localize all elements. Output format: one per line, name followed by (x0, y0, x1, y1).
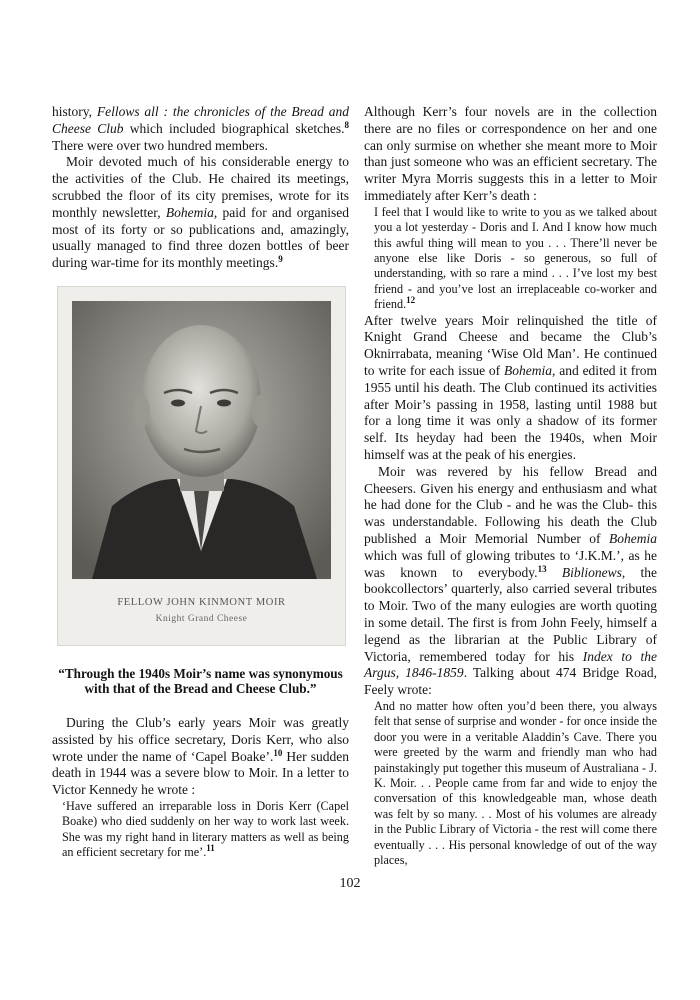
footnote-ref: 11 (206, 843, 215, 854)
paragraph: history, Fellows all : the chronicles of the Bread and Cheese Club which included biographical sketches.$^8$ There were over two hundred members. (52, 104, 349, 153)
publication-title: Biblionews (561, 564, 622, 580)
footnote-ref: 8 (344, 119, 349, 130)
paragraph: Moir was revered by his fellow Bread and Cheesers. Given his energy and enthusiasm and what he had done for the Club - and he was the Club- this was understandable. Following his death the Club published a Moir Memorial Number of Bohemia which was full of glowing tributes to ‘J.K.M.’, as he was known to everybody.$^{13}$ Biblionews, the bookcollectors’ quarterly, also carried several tributes to Moir. Two of the many eulogies are worth quoting in some detail. The first is from John Feely, himself a legend as the librarian at the Public Library of Victoria, remembered today for his Index to the Argus, 1846-1859. Talking about 474 Bridge Road, Feely wrote: (364, 463, 657, 698)
block-quote: And no matter how often you’d been there, you always felt that sense of surprise and wonder - for once inside the door you were in a veritable Aladdin’s Cave. There you were greeted by the warm and friendly man who had painstakingly put together this museum of Australiana - J. K. Moir. . . People came from far and wide to enjoy the conversation of this knowledgeable man, whose death was felt by so many. . . Most of his volumes are already in the Public Library of Victoria - the rest will come there eventually . . . His personal knowledge of out of the way places, (374, 698, 657, 868)
paragraph: Although Kerr’s four novels are in the collection there are no files or correspondence on her and one can only surmise on whether she meant more to Moir than just someone who was an efficient secretary. The writer Myra Morris suggests this in a letter to Moir immediately after Kerr’s death : (364, 104, 657, 203)
left-column (52, 104, 349, 861)
paragraph: After twelve years Moir relinquished the title of Knight Grand Cheese and became the Club’s Oknirrabata, meaning ‘Wise Old Man’. He continued to write for each issue of Bohemia, and edited it from 1955 until his death. The Club continued its activities after Moir’s passing in 1958, lasting until 1988 but for a long time it was only a shadow of its former self. Its heyday had been the 1940s, when Moir himself was at the peak of his energies. (364, 312, 657, 462)
block-quote: ‘Have suffered an irreparable loss in Doris Kerr (Capel Boake) who died suddenly on her way to work last week. She was my right hand in literary matters as well as being an efficient secretary for me’.$^{11}$ (62, 798, 349, 860)
publication-title: Bohemia (504, 363, 553, 379)
photo-caption-name: FELLOW JOHN KINMONT MOIR (117, 596, 286, 608)
footnote-ref: 13 (537, 563, 547, 574)
block-quote: I feel that I would like to write to you as we talked about you a lot yesterday - Doris and I. And I know how much this awful thing will mean to you . . . There’ll never be anyone else like Doris - so generous, so full of understanding, with so rare a mind . . . I’ve lost my best friend - and you’ve lost an irreplaceable co-worker and friend.$^{12}$ (374, 204, 657, 312)
publication-title: Bohemia (609, 530, 657, 546)
portrait-photo (57, 286, 346, 646)
paragraph: During the Club’s early years Moir was greatly assisted by his office secretary, Doris Kerr, who also wrote under the name of ‘Capel Boake’.$^{10}$ Her sudden death in 1944 was a severe blow to Moir. In a letter to Victor Kennedy he wrote : (52, 714, 350, 798)
book-title: Fellows all : the chronicles of the Bread and Cheese Club (52, 104, 349, 136)
publication-title: Bohemia (165, 204, 214, 220)
footnote-ref: 10 (273, 747, 283, 758)
footnote-ref: 9 (278, 254, 283, 265)
paragraph: Moir devoted much of his considerable energy to the activities of the Club. He chaired its meetings, scrubbed the floor of its city premises, wrote for its monthly newsletter, Bohemia, paid for and organised most of its forty or so publications and, amazingly, usually managed to find three dozen bottles of beer during war-time for its monthly meetings.$^9$ (52, 154, 349, 271)
right-column (364, 104, 657, 868)
photo-caption-title: Knight Grand Cheese (155, 613, 248, 624)
pull-quote: “Through the 1940s Moir’s name was synonymous with that of the Bread and Cheese Club.” (58, 665, 343, 697)
book-title: Index to the Argus, 1846-1859 (364, 648, 657, 681)
footnote-ref: 12 (406, 295, 416, 306)
portrait-image (72, 301, 331, 579)
page-number: 102 (339, 876, 361, 891)
